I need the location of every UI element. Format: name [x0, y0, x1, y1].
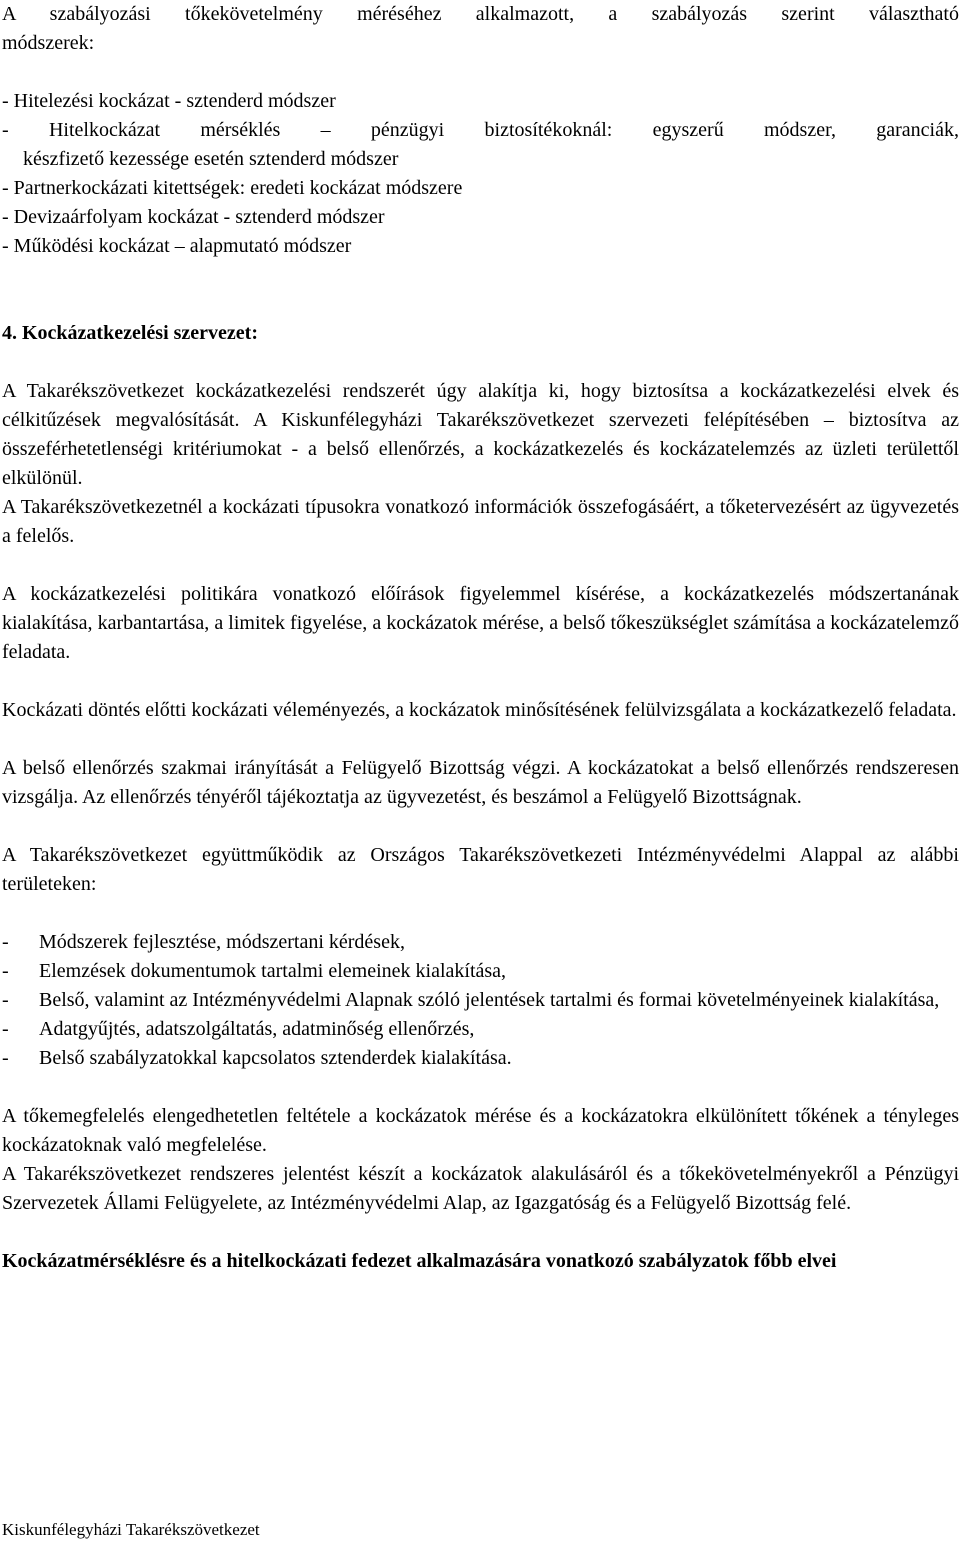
- list-item-text: Adatgyűjtés, adatszolgáltatás, adatminőség ellenőrzés,: [39, 1018, 475, 1040]
- list-dash: -: [2, 960, 9, 982]
- paragraph: A Takarékszövetkezetnél a kockázati típusokra vonatkozó információk összefogásáért, a tőketervezésért az ügyvezetés a felelős.: [2, 496, 959, 547]
- methods-list: [2, 87, 959, 261]
- list-item: [2, 957, 959, 986]
- method-item-continuation: készfizető kezessége esetén sztenderd módszer: [23, 148, 399, 170]
- section-heading: 4. Kockázatkezelési szervezet:: [2, 322, 258, 344]
- paragraph: A Takarékszövetkezet kockázatkezelési rendszerét úgy alakítja ki, hogy biztosítsa a kockázatkezelési elvek és célkitűzések megvalósítását. A Kiskunfélegyházi Takarékszövetkezet szervezeti felépítésében – biztosítva az összeférhetetlenségi kritériumokat - a belső ellenőrzés, a kockázatkezelés és kockázatelemzés az üzleti területtől elkülönül.: [2, 380, 959, 489]
- page-footer: Kiskunfélegyházi Takarékszövetkezet: [2, 1520, 260, 1539]
- list-dash: -: [2, 1047, 9, 1069]
- list-item: [2, 928, 959, 957]
- list-item: [2, 1044, 959, 1073]
- list-item-text: Belső szabályzatokkal kapcsolatos sztenderdek kialakítása.: [39, 1047, 512, 1069]
- method-item: - Hitelezési kockázat - sztenderd módszer: [2, 90, 336, 112]
- list-item: [2, 986, 959, 1015]
- list-item-text: Módszerek fejlesztése, módszertani kérdések,: [39, 931, 405, 953]
- paragraph: A tőkemegfelelés elengedhetetlen feltétele a kockázatok mérése és a kockázatokra elkülönített tőkének a tényleges kockázatoknak való megfelelése.: [2, 1105, 959, 1156]
- paragraph: A Takarékszövetkezet együttműködik az Országos Takarékszövetkezeti Intézményvédelmi Alappal az alábbi területeken:: [2, 844, 959, 895]
- list-dash: -: [2, 1018, 9, 1040]
- paragraph: Kockázati döntés előtti kockázati véleményezés, a kockázatok minősítésének felülvizsgálata a kockázatkezelő feladata.: [2, 699, 957, 721]
- list-item-text: Elemzések dokumentumok tartalmi elemeinek kialakítása,: [39, 960, 507, 982]
- paragraph: A belső ellenőrzés szakmai irányítását a Felügyelő Bizottság végzi. A kockázatokat a belső ellenőrzés rendszeresen vizsgálja. Az ellenőrzés tényéről tájékoztatja az ügyvezetést, és beszámol a Felügyelő Bizottságnak.: [2, 757, 959, 808]
- intro-line-2: módszerek:: [2, 32, 95, 54]
- bold-section-heading: Kockázatmérséklésre és a hitelkockázati fedezet alkalmazására vonatkozó szabályzatok főbb elvei: [2, 1250, 837, 1272]
- paragraph: A kockázatkezelési politikára vonatkozó előírások figyelemmel kísérése, a kockázatkezelés módszertanának kialakítása, karbantartása, a limitek figyelése, a kockázatok mérése, a belső tőkeszükséglet számítása a kockázatelemző feladata.: [2, 583, 959, 663]
- list-dash: -: [2, 989, 9, 1011]
- list-item-text: Belső, valamint az Intézményvédelmi Alapnak szóló jelentések tartalmi és formai követelményeinek kialakítása,: [39, 989, 940, 1011]
- intro-line-1: A szabályozási tőkekövetelmény méréséhez alkalmazott, a szabályozás szerint választható: [2, 3, 959, 25]
- method-item: - Partnerkockázati kitettségek: eredeti kockázat módszere: [2, 177, 463, 199]
- list-item: [2, 1015, 959, 1044]
- method-item: - Devizaárfolyam kockázat - sztenderd módszer: [2, 206, 385, 228]
- list-dash: -: [2, 931, 9, 953]
- method-item: - Hitelkockázat mérséklés – pénzügyi biztosítékoknál: egyszerű módszer, garanciák,: [2, 119, 959, 141]
- cooperation-areas-list: [2, 928, 959, 1073]
- paragraph: A Takarékszövetkezet rendszeres jelentést készít a kockázatok alakulásáról és a tőkekövetelményekről a Pénzügyi Szervezetek Állami Felügyelete, az Intézményvédelmi Alap, az Igazgatóság és a Felügyelő Bizottság felé.: [2, 1163, 959, 1214]
- method-item: - Működési kockázat – alapmutató módszer: [2, 235, 352, 257]
